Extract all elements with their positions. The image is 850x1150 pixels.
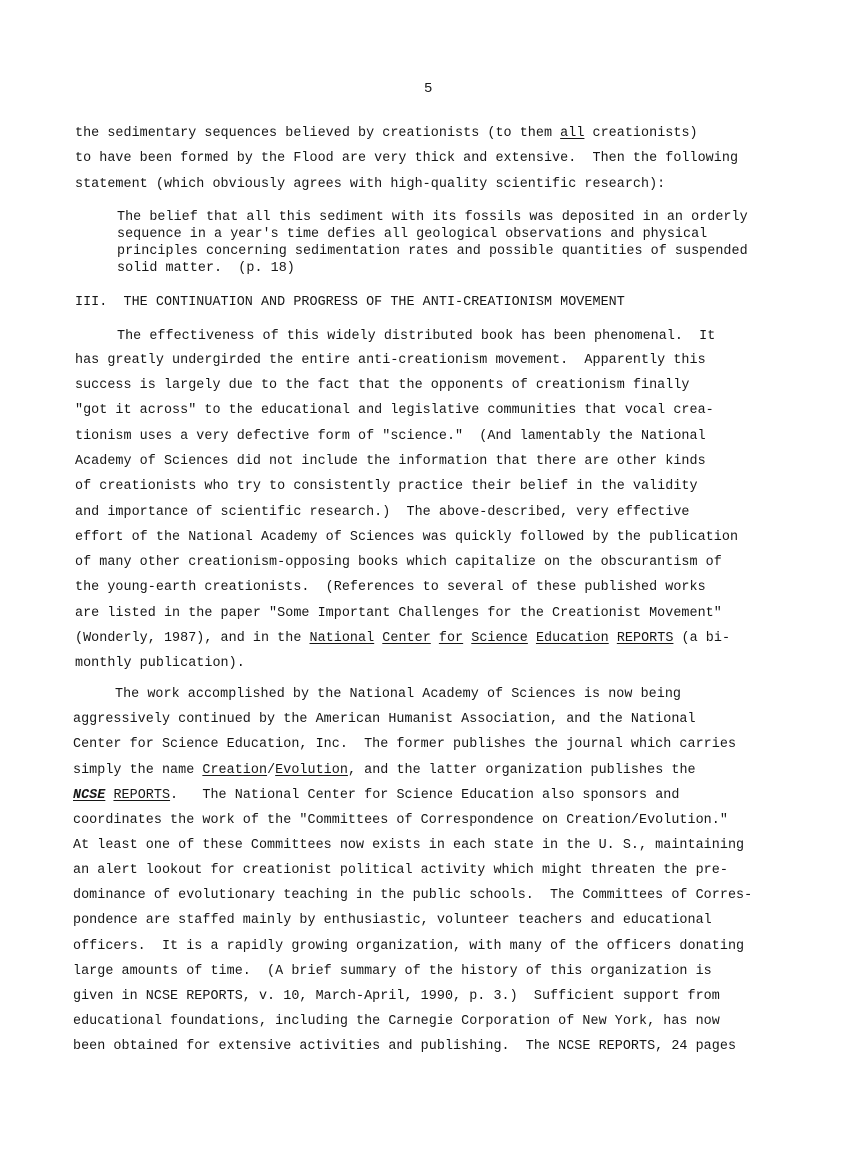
text-segment (528, 631, 536, 646)
underlined-text: National (309, 631, 375, 646)
text-segment: aggressively continued by the American Humanist Association, and the National (73, 712, 696, 727)
text-line (75, 531, 738, 544)
text-line (117, 228, 707, 241)
text-line (75, 632, 730, 645)
text-line (75, 480, 698, 493)
text-line (117, 245, 748, 258)
text-segment: The belief that all this sediment with its fossils was deposited in an orderly (117, 210, 748, 225)
text-line (75, 404, 714, 417)
text-segment: . The National Center for Science Education also sponsors and (170, 788, 680, 803)
text-line (75, 379, 690, 392)
text-segment: been obtained for extensive activities and publishing. The NCSE REPORTS, 24 pages (73, 1039, 737, 1054)
text-line (73, 1040, 736, 1053)
text-segment: tionism uses a very defective form of "science." (And lamentably the National (75, 429, 706, 444)
text-line (75, 178, 665, 191)
text-segment: effort of the National Academy of Sciences was quickly followed by the publication (75, 530, 739, 545)
text-segment: the sedimentary sequences believed by creationists (to them (75, 126, 561, 141)
text-segment: The work accomplished by the National Academy of Sciences is now being (115, 687, 681, 702)
text-segment: dominance of evolutionary teaching in the public schools. The Committees of Corres- (73, 888, 753, 903)
text-segment: success is largely due to the fact that the opponents of creationism finally (75, 378, 690, 393)
underlined-text: Center (382, 631, 431, 646)
text-segment: an alert lookout for creationist political activity which might threaten the pre- (73, 863, 728, 878)
text-segment: solid matter. (p. 18) (117, 261, 295, 276)
text-segment: officers. It is a rapidly growing organization, with many of the officers donating (73, 939, 745, 954)
text-segment: creationists) (584, 126, 698, 141)
underlined-text: Creation (202, 763, 268, 778)
underlined-text: Education (535, 631, 609, 646)
text-segment: has greatly undergirded the entire anti-creationism movement. Apparently this (75, 353, 706, 368)
text-line (75, 455, 706, 468)
text-segment: of creationists who try to consistently practice their belief in the validity (75, 479, 698, 494)
text-segment: given in NCSE REPORTS, v. 10, March-April, 1990, p. 3.) Sufficient support from (73, 989, 720, 1004)
text-line (73, 789, 679, 802)
text-segment: principles concerning sedimentation rates and possible quantities of suspended (117, 244, 748, 259)
text-line (75, 354, 706, 367)
text-line (73, 990, 720, 1003)
text-segment: to have been formed by the Flood are very thick and extensive. Then the following (75, 151, 739, 166)
text-segment: Center for Science Education, Inc. The former publishes the journal which carries (73, 737, 737, 752)
underlined-text: Evolution (275, 763, 348, 778)
text-segment: simply the name (73, 763, 203, 778)
text-line (75, 506, 690, 519)
text-line (75, 127, 698, 140)
text-segment: The effectiveness of this widely distributed book has been phenomenal. It (117, 329, 716, 344)
text-segment: monthly publication). (75, 656, 245, 671)
text-line (117, 211, 748, 224)
text-line (115, 688, 681, 701)
text-segment: are listed in the paper "Some Important Challenges for the Creationist Movement" (75, 606, 722, 621)
text-line (73, 864, 728, 877)
text-line (73, 814, 728, 827)
text-segment: pondence are staffed mainly by enthusiastic, volunteer teachers and educational (73, 913, 712, 928)
text-line (75, 296, 625, 309)
text-segment: statement (which obviously agrees with high-quality scientific research): (75, 177, 666, 192)
underlined-text: REPORTS (113, 788, 171, 803)
underlined-text: NCSE (73, 788, 106, 803)
text-segment: coordinates the work of the "Committees of Correspondence on Creation/Evolution." (73, 813, 728, 828)
text-line (75, 581, 706, 594)
text-line (73, 764, 696, 777)
text-segment: large amounts of time. (A brief summary of the history of this organization is (73, 964, 712, 979)
text-line (75, 607, 722, 620)
text-segment: , and the latter organization publishes the (347, 763, 696, 778)
text-line (73, 965, 712, 978)
text-segment: educational foundations, including the Carnegie Corporation of New York, has now (73, 1014, 720, 1029)
text-line (73, 839, 744, 852)
text-line (75, 430, 706, 443)
underlined-text: for (438, 631, 464, 646)
text-segment: sequence in a year's time defies all geological observations and physical (117, 227, 708, 242)
text-segment: (Wonderly, 1987), and in the (75, 631, 310, 646)
text-line (73, 738, 736, 751)
text-segment: the young-earth creationists. (References to several of these published works (75, 580, 706, 595)
text-line (73, 940, 744, 953)
text-line (117, 330, 715, 343)
text-line (73, 889, 752, 902)
text-segment (609, 631, 617, 646)
text-line (75, 152, 738, 165)
text-segment: Academy of Sciences did not include the information that there are other kinds (75, 454, 706, 469)
underlined-text: Science (471, 631, 528, 646)
text-line (73, 1015, 720, 1028)
text-line (75, 556, 722, 569)
page-number: 5 (424, 81, 433, 97)
text-segment: III. THE CONTINUATION AND PROGRESS OF THE ANTI-CREATIONISM MOVEMENT (75, 295, 625, 310)
underlined-text: REPORTS (616, 631, 674, 646)
text-segment: At least one of these Committees now exists in each state in the U. S., maintaining (73, 838, 745, 853)
text-line (73, 713, 696, 726)
text-segment: "got it across" to the educational and legislative communities that vocal crea- (75, 403, 714, 418)
text-segment: (a bi- (673, 631, 731, 646)
text-line (75, 657, 245, 670)
text-line (117, 262, 295, 275)
text-segment: of many other creationism-opposing books which capitalize on the obscurantism of (75, 555, 722, 570)
text-segment (431, 631, 439, 646)
text-line (73, 914, 712, 927)
text-segment: and importance of scientific research.) The above-described, very effective (75, 505, 690, 520)
text-segment: / (267, 763, 276, 778)
underlined-text: all (560, 126, 585, 141)
